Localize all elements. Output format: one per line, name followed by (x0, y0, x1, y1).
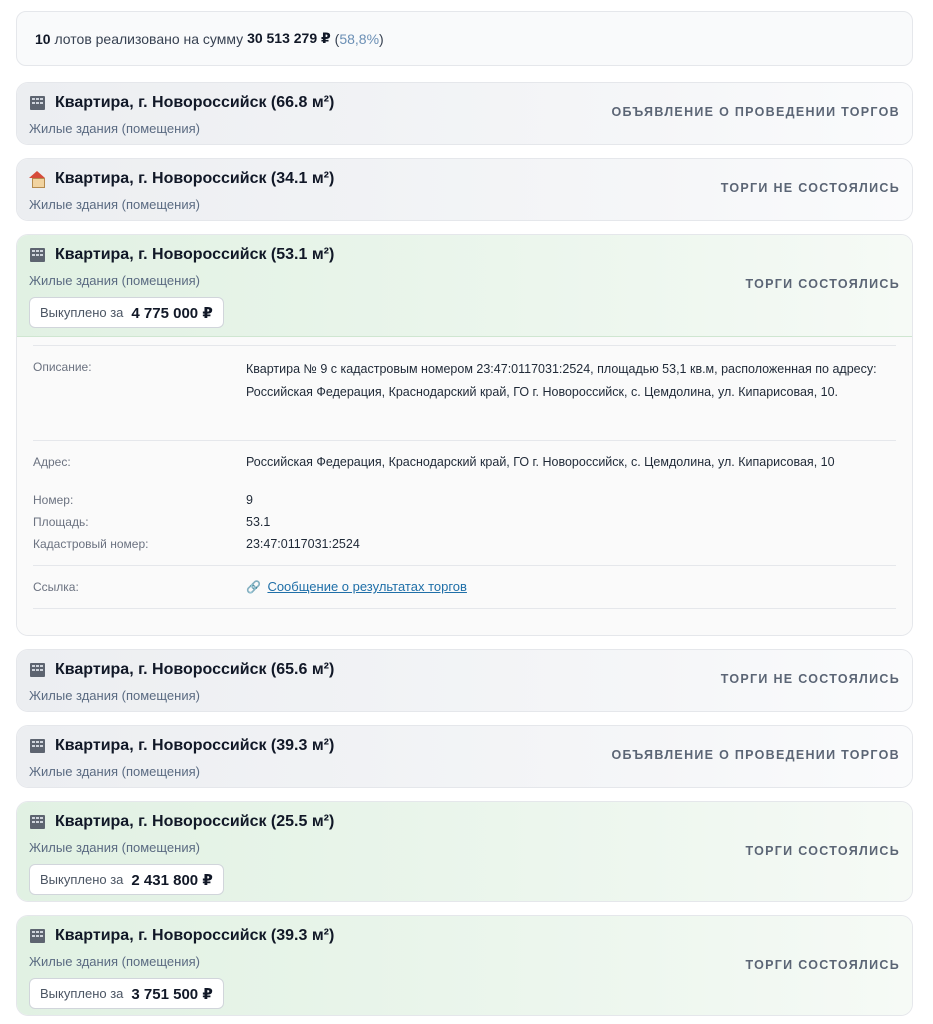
lot-details (17, 336, 912, 636)
link-wrap (246, 566, 467, 608)
price-box (29, 864, 224, 895)
lot-status: ТОРГИ НЕ СОСТОЯЛИСЬ (720, 181, 900, 195)
lots-summary (16, 11, 913, 66)
number-row (33, 489, 896, 511)
lot-status: ТОРГИ НЕ СОСТОЯЛИСЬ (720, 672, 900, 686)
lot-card[interactable] (16, 801, 913, 902)
price-box (29, 297, 224, 328)
lot-title: Квартира, г. Новороссийск (34.1 м²) (55, 170, 335, 187)
area-row (33, 511, 896, 533)
cadastral-label: Кадастровый номер: (33, 537, 149, 551)
lot-status: ОБЪЯВЛЕНИЕ О ПРОВЕДЕНИИ ТОРГОВ (611, 748, 900, 762)
price-label: Выкуплено за (40, 305, 124, 320)
pct-open: ( (330, 30, 340, 47)
lot-category: Жилые здания (помещения) (29, 764, 200, 779)
divider (33, 608, 896, 609)
lot-category: Жилые здания (помещения) (29, 840, 200, 855)
summary-text: лотов реализовано на сумму (50, 30, 248, 47)
summary-sum: 30 513 279 ₽ (247, 30, 331, 46)
address-label: Адрес: (33, 455, 71, 469)
building-icon (30, 739, 45, 753)
address-value: Российская Федерация, Краснодарский край, ГО г. Новороссийск, с. Цемдолина, ул. Кипарисовая, 10 (246, 455, 835, 469)
number-value: 9 (246, 493, 253, 507)
building-icon (30, 248, 45, 262)
link-row (33, 566, 896, 608)
lot-category: Жилые здания (помещения) (29, 197, 200, 212)
lot-title: Квартира, г. Новороссийск (25.5 м²) (55, 813, 335, 830)
price-label: Выкуплено за (40, 872, 124, 887)
lot-title: Квартира, г. Новороссийск (65.6 м²) (55, 661, 335, 678)
lot-status: ТОРГИ СОСТОЯЛИСЬ (745, 844, 900, 858)
lot-status: ОБЪЯВЛЕНИЕ О ПРОВЕДЕНИИ ТОРГОВ (611, 105, 900, 119)
lot-title: Квартира, г. Новороссийск (39.3 м²) (55, 927, 335, 944)
lot-category: Жилые здания (помещения) (29, 121, 200, 136)
price-box (29, 978, 224, 1009)
cadastral-row (33, 533, 896, 555)
cadastral-value: 23:47:0117031:2524 (246, 537, 360, 551)
lot-card[interactable] (16, 158, 913, 221)
lot-card[interactable] (16, 82, 913, 145)
lot-title: Квартира, г. Новороссийск (53.1 м²) (55, 246, 335, 263)
area-label: Площадь: (33, 515, 89, 529)
lot-title: Квартира, г. Новороссийск (66.8 м²) (55, 94, 335, 111)
address-row (33, 441, 896, 489)
price-value: 2 431 800 ₽ (131, 871, 213, 889)
lots-count: 10 (35, 30, 51, 47)
lot-card[interactable] (16, 915, 913, 1016)
building-icon (30, 815, 45, 829)
building-icon (30, 929, 45, 943)
number-label: Номер: (33, 493, 74, 507)
house-icon (29, 171, 46, 187)
lot-status: ТОРГИ СОСТОЯЛИСЬ (745, 958, 900, 972)
summary-percent: 58,8% (339, 30, 380, 47)
building-icon (30, 663, 45, 677)
description-value: Квартира № 9 с кадастровым номером 23:47:0117031:2524, площадью 53,1 кв.м, расположенная по адресу: Российская Федерация, Краснодарский край, ГО г. Новороссийск, с. Цемдолина, ул. Кипарисовая, 10. (246, 362, 877, 399)
price-label: Выкуплено за (40, 986, 124, 1001)
lot-status: ТОРГИ СОСТОЯЛИСЬ (745, 277, 900, 291)
lot-category: Жилые здания (помещения) (29, 688, 200, 703)
description-label: Описание: (33, 360, 92, 374)
building-icon (30, 96, 45, 110)
description-row (33, 346, 896, 440)
pct-close: ) (379, 30, 384, 47)
link-icon: 🔗 (246, 580, 261, 594)
lot-card[interactable] (16, 649, 913, 712)
results-link[interactable]: Сообщение о результатах торгов (267, 579, 467, 594)
link-label: Ссылка: (33, 580, 79, 594)
lot-card-expanded[interactable] (16, 234, 913, 636)
lot-category: Жилые здания (помещения) (29, 954, 200, 969)
price-value: 4 775 000 ₽ (131, 304, 213, 322)
lot-category: Жилые здания (помещения) (29, 273, 200, 288)
lot-title: Квартира, г. Новороссийск (39.3 м²) (55, 737, 335, 754)
area-value: 53.1 (246, 515, 271, 529)
lot-card[interactable] (16, 725, 913, 788)
price-value: 3 751 500 ₽ (131, 985, 213, 1003)
